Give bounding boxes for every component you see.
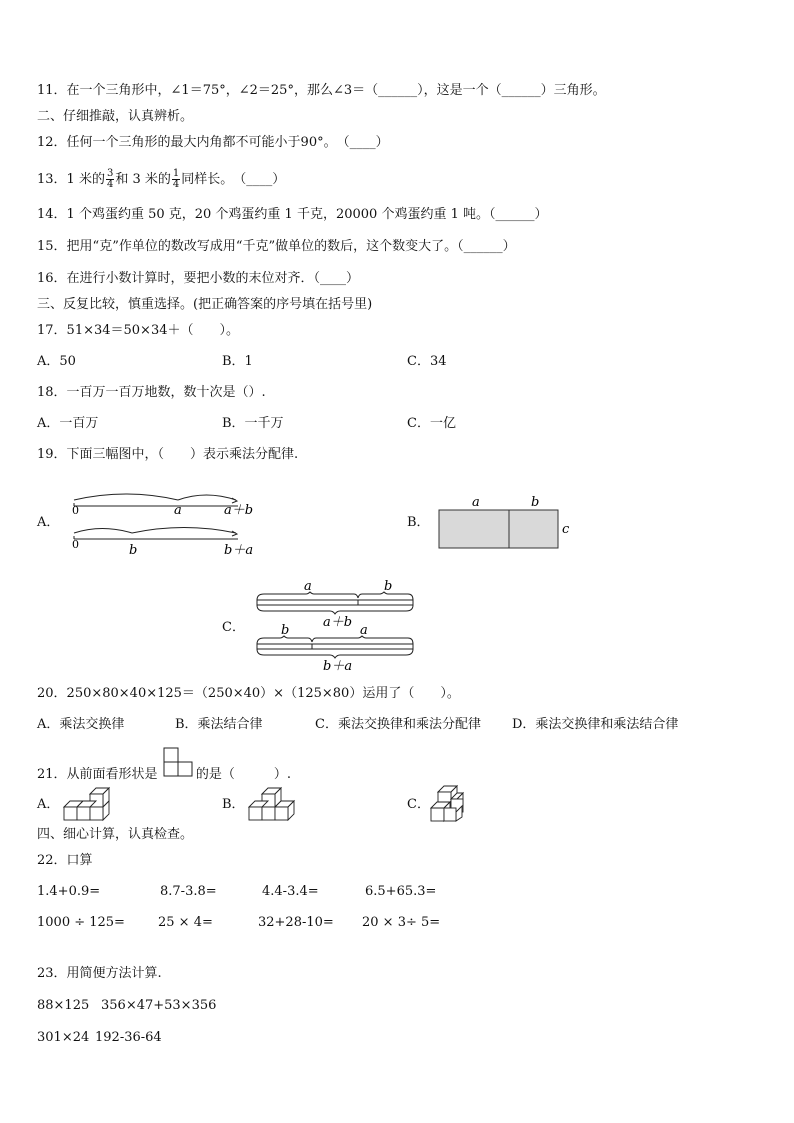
q20-option-a[interactable]: A．乘法交换律	[37, 717, 125, 732]
calc-item: 25 × 4=	[158, 915, 213, 930]
cubes-figure-b	[245, 786, 297, 822]
question-12: 12．任何一个三角形的最大内角都不可能小于90°。 （____）	[37, 135, 389, 150]
question-11: 11．在一个三角形中，∠1＝75°，∠2＝25°，那么∠3＝（______），这是一个（______）三角形。	[37, 83, 606, 98]
question-22-title: 22．口算	[37, 853, 93, 868]
question-18: 18．一百万一百万地数，数十次是（）.	[37, 385, 266, 400]
label-bpa-bottom: b＋a	[224, 543, 254, 558]
q20-option-d[interactable]: D．乘法交换律和乘法结合律	[512, 717, 679, 732]
q20-option-c[interactable]: C．乘法交换律和乘法分配律	[315, 717, 481, 732]
cubes-figure-c	[428, 784, 474, 824]
q21-pre: 21．从前面看形状是	[37, 767, 158, 782]
label-a-top: a	[304, 579, 312, 594]
question-16: 16．在进行小数计算时，要把小数的末位对齐．（____）	[37, 271, 360, 286]
label-zero-bottom: 0	[72, 538, 79, 551]
calc-item: 20 × 3÷ 5=	[362, 915, 441, 930]
label-apb: a＋b	[323, 615, 353, 630]
label-zero-top: 0	[72, 504, 79, 517]
q13-mid: 和 3 米的	[115, 172, 171, 187]
question-14: 14．1 个鸡蛋约重 50 克，20 个鸡蛋约重 1 千克，20000 个鸡蛋约重 1 吨。（______）	[37, 207, 548, 222]
label-b-top: b	[384, 579, 393, 594]
question-13	[37, 165, 285, 195]
label-b-bottom: b	[129, 543, 138, 558]
label-a-bottom: a	[360, 623, 368, 638]
calc-item: 4.4-3.4=	[262, 884, 319, 899]
calc-item: 356×47+53×356	[101, 998, 217, 1013]
question-15: 15．把用“克”作单位的数改写成用“千克”做单位的数后，这个数变大了。（______）	[37, 239, 516, 254]
q17-option-c[interactable]: C．34	[407, 354, 447, 369]
label-apb-top: a＋b	[224, 503, 254, 518]
fraction-3-4: $\frac{3}{4}$	[106, 168, 114, 190]
front-view-shape-icon	[163, 747, 193, 777]
section-4-heading: 四、细心计算，认真检查。	[37, 827, 194, 842]
q13-post: 同样长。 （____）	[181, 172, 286, 187]
question-17: 17．51×34＝50×34＋（ ）。	[37, 323, 239, 338]
cubes-figure-a	[60, 786, 112, 822]
q21-option-c[interactable]: C．	[407, 797, 430, 812]
q18-option-a[interactable]: A．一百万	[37, 416, 99, 431]
figure-c-segment-bars	[250, 576, 425, 674]
q21-option-a[interactable]: A．	[37, 797, 60, 812]
question-23-title: 23．用简便方法计算.	[37, 966, 162, 981]
section-3-heading: 三、反复比较，慎重选择。(把正确答案的序号填在括号里)	[37, 297, 373, 312]
q19-option-a[interactable]: A．	[37, 515, 60, 530]
calc-item: 8.7-3.8=	[160, 884, 217, 899]
question-20: 20．250×80×40×125＝（250×40）×（125×80）运用了（ ）。	[37, 686, 460, 701]
label-a: a	[472, 495, 480, 510]
label-a-top: a	[174, 503, 182, 518]
label-c: c	[562, 522, 570, 537]
q19-option-c[interactable]: C．	[222, 620, 245, 635]
label-b-bottom: b	[281, 623, 290, 638]
calc-item: 88×125	[37, 998, 90, 1013]
label-bpa: b＋a	[323, 659, 353, 674]
q17-option-a[interactable]: A．50	[37, 354, 76, 369]
q21-option-b[interactable]: B．	[222, 797, 245, 812]
section-2-heading: 二、仔细推敲，认真辨析。	[37, 109, 194, 124]
q19-option-b[interactable]: B．	[407, 515, 430, 530]
fraction-1-4: $\frac{1}{4}$	[172, 168, 180, 190]
calc-item: 301×24	[37, 1030, 90, 1045]
q20-option-b[interactable]: B．乘法结合律	[175, 717, 263, 732]
label-b: b	[531, 495, 540, 510]
q18-option-b[interactable]: B．一千万	[222, 416, 284, 431]
q13-pre: 13．1 米的	[37, 172, 105, 187]
q18-option-c[interactable]: C．一亿	[407, 416, 456, 431]
calc-item: 1000 ÷ 125=	[37, 915, 125, 930]
figure-b-rectangle	[430, 494, 580, 554]
calc-item: 1.4+0.9=	[37, 884, 101, 899]
q17-option-b[interactable]: B．1	[222, 354, 253, 369]
q21-post: 的是（ ）.	[195, 767, 291, 782]
calc-item: 192-36-64	[95, 1030, 162, 1045]
question-19: 19．下面三幅图中，（ ）表示乘法分配律.	[37, 447, 299, 462]
calc-item: 32+28-10=	[258, 915, 334, 930]
figure-a-number-lines	[60, 486, 270, 561]
calc-item: 6.5+65.3=	[365, 884, 437, 899]
